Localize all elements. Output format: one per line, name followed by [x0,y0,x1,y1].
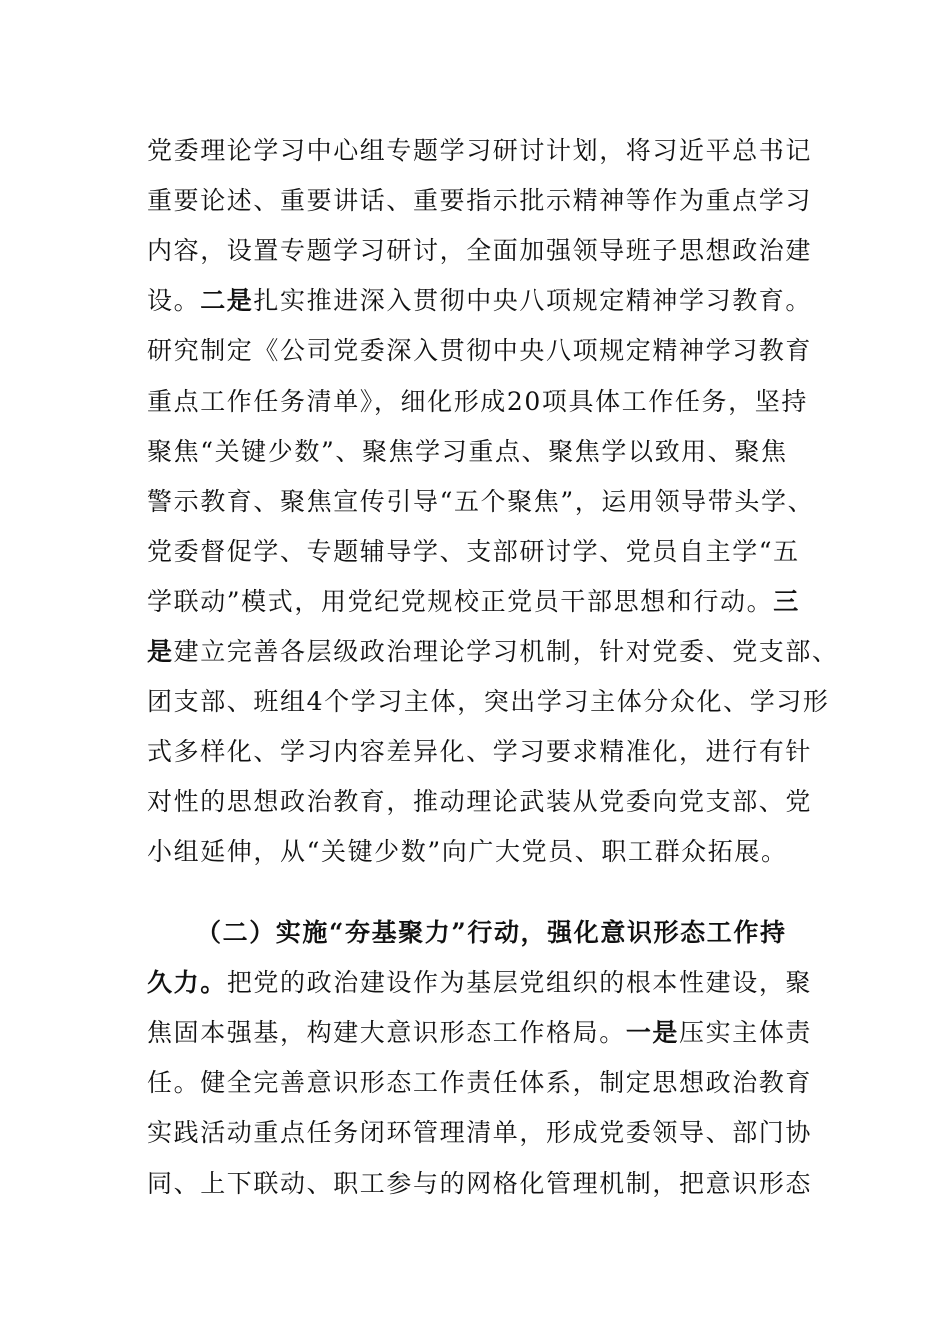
text-line [147,735,817,769]
text-line [147,385,817,419]
text-segment: 重要论述、重要讲话、重要指示批示精神等作为重点学习 [147,186,813,215]
text-segment: 对性的思想政治教育，推动理论武装从党委向党支部、党 [147,787,813,816]
text-segment: 研究制定《公司党委深入贯彻中央八项规定精神学习教育 [147,336,813,365]
bold-text-segment: 三 [773,587,800,616]
text-line [147,635,839,669]
bold-text-segment: 二是 [200,286,254,315]
bold-text-segment: 久力。 [147,968,227,997]
text-line [147,835,817,869]
text-line [147,1167,817,1201]
text-segment: 学联动”模式，用党纪党规校正党员干部思想和行动。 [147,587,774,616]
text-segment: 扎实推进深入贯彻中央八项规定精神学习教育。 [253,286,813,315]
text-segment: 党委理论学习中心组专题学习研讨计划，将习近平总书记 [147,136,813,165]
text-segment: 小组延伸，从“关键少数”向广大党员、职工群众拓展。 [147,837,788,866]
text-line [147,585,817,619]
text-segment: 实践活动重点任务闭环管理清单，形成党委领导、部门协 [147,1118,813,1147]
text-line [147,134,817,168]
text-line [147,284,817,318]
text-segment: 把党的政治建设作为基层党组织的根本性建设，聚 [226,968,813,997]
text-line [147,1116,817,1150]
text-line [147,334,817,368]
text-segment: 聚焦“关键少数”、聚焦学习重点、聚焦学以致用、聚焦 [147,437,788,466]
text-segment: 内容，设置专题学习研讨，全面加强领导班子思想政治建 [147,236,813,265]
text-line [147,966,817,1000]
bold-text-segment: 是 [147,637,174,666]
text-segment: 重点工作任务清单》，细化形成20项具体工作任务，坚持 [147,387,808,416]
text-segment: 建立完善各层级政治理论学习机制，针对党委、党支部、 [173,637,839,666]
text-line [147,1016,817,1050]
text-line [147,234,817,268]
bold-text-segment: 一是 [625,1018,680,1047]
text-segment: 设。 [147,286,201,315]
text-line [147,435,817,469]
text-segment: 压实主体责 [679,1018,813,1047]
text-segment: 式多样化、学习内容差异化、学习要求精准化，进行有针 [147,737,813,766]
text-line [147,685,830,719]
text-line [147,184,817,218]
text-line [147,785,817,819]
text-segment: 团支部、班组4个学习主体，突出学习主体分众化、学习形 [147,687,830,716]
text-line [147,485,817,519]
text-segment: 党委督促学、专题辅导学、支部研讨学、党员自主学“五 [147,537,800,566]
text-segment: 任。健全完善意识形态工作责任体系，制定思想政治教育 [147,1068,813,1097]
bold-text-segment: （二）实施“夯基聚力”行动，强化意识形态工作持 [196,918,787,947]
text-line [147,535,817,569]
text-line [147,1066,817,1100]
text-segment: 焦固本强基，构建大意识形态工作格局。 [147,1018,626,1047]
text-line [196,916,866,950]
text-segment: 警示教育、聚焦宣传引导“五个聚焦”，运用领导带头学、 [147,487,815,516]
text-segment: 同、上下联动、职工参与的网格化管理机制，把意识形态 [147,1169,813,1198]
